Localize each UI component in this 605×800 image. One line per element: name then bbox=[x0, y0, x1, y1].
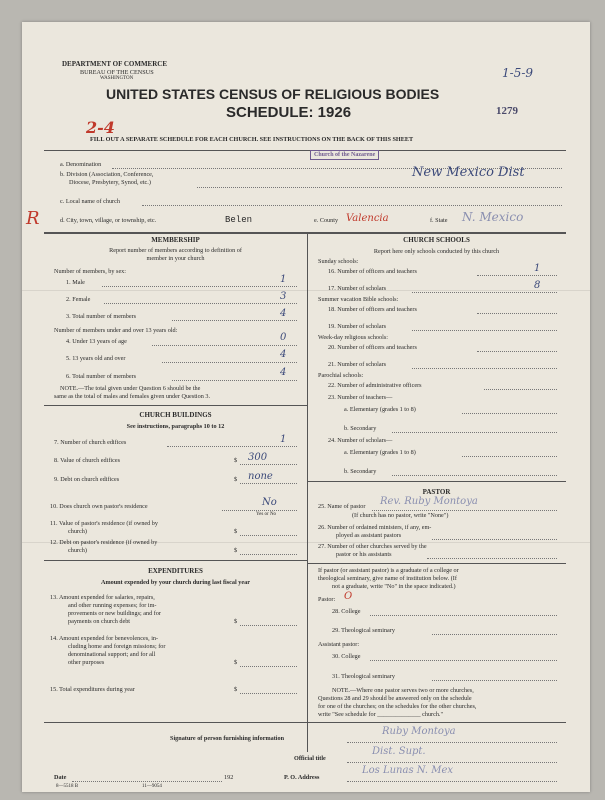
summer-label: Summer vacation Bible schools: bbox=[318, 296, 399, 303]
department-label: DEPARTMENT OF COMMERCE bbox=[62, 60, 168, 68]
sunday-label: Sunday schools: bbox=[318, 258, 359, 265]
local-name-label: c. Local name of church bbox=[60, 198, 120, 205]
q3-value: 4 bbox=[280, 308, 287, 319]
q10-label: 10. Does church own pastor's residence bbox=[50, 503, 148, 510]
q25-value: Rev. Ruby Montoya bbox=[380, 496, 478, 507]
graduate-note-1: If pastor (or assistant pastor) is a graduate of a college or bbox=[318, 567, 459, 574]
red-r-mark: R bbox=[26, 208, 40, 229]
division-value: New Mexico Dist bbox=[412, 165, 525, 180]
schedule-form: DEPARTMENT OF COMMERCE BUREAU OF THE CENSUS WASHINGTON UNITED STATES CENSUS OF RELIGIOUS BODIES SCHEDULE: 1926 1-5-9 1279 2-4 FILL OUT A SEPARATE SCHEDULE FOR EACH CHURCH. SEE INSTRUCTIONS ON THE BACK OF THIS SHEET Church of the Nazarene a. Denomination b. Division (Association, Conference, Diocese, Presbytery, Synod, etc.) New Mexico Dist c. Local name of church d. City, town, village, or township, etc. Belen e. County Valencia f. State N. Mexico R MEMBERSHIP Report number of members according to definition of member in your church Number of members, by sex: 1. Male 1 2. Female 3 3. Total number of members 4 Number of members under and over 13 years old: 4. Under 13 years of age 0 5. 13 years old and over 4 6. Total number of members 4 NOTE.—The total given under Question 6 should be the same as the total of males and females given under Question 3. CHURCH BUILDINGS See instructions, paragraphs 10 to 12 7. Number of church edifices 1 8. Value of church edifices $ 300 9. Debt on church edifices $ none 10. Does church own pastor's residence No Yes or No 11. Value of pastor's residence (if owned by church) $ 12. Debt on pastor's residence (if owned by church) $ EXPENDITURES Amount expended by your church during last fiscal year 13. Amount expended for salaries, repairs, and other running expenses; for im- provements or new buildings; and for payments on church debt $ 14. Amount expended for benevolences, in- cluding home and foreign missions; for denominational support; and for all other purposes $ 15. Total expenditures during year $ CHURCH SCHOOLS Report here only schools conducted by this church Sunday schools: 16. Number of officers and teachers 1 17. Number of scholars 8 Summer vacation Bible schools: 18. Number of officers and teachers 19. Number of scholars Week-day religious schools: 20. Number of officers and teachers 21. Number of scholars Parochial schools: 22. Number of administrative officers 23. Number of teachers— a. Elementary (grades 1 to 8) b. Secondary 24. Number of scholars— a. Elementary (grades 1 to 8) b. Secondary PASTOR 25. Name of pastor Rev. Ruby Montoya (If church has no pastor, write "None") 26. Number of ordained ministers, if any, em- ployed as assistant pastors 27. Number of other churches served by the pastor or his assistants If pastor (or assistant pastor) is a graduate of a college or theological seminary, give name of institution below. (If not a graduate, write "No" in the space indicated.) Pastor: O 28. College 29. Theological seminary Assistant pastor: 30. College 31. Theological seminary NOTE.—Where one pastor serves two or more churches, Questions 28 and 29 should be answered only on the schedule for one of the churches; on the schedules for the other churches, write "See schedule for ______________ church." Signature of person furnishing information Ruby Montoya Official title Dist. Supt. Date 192 P. O. Address Los Lunas N. Mex 8—5518 B 11—9054 bbox=[22, 22, 590, 792]
q1-label: 1. Male bbox=[66, 279, 85, 286]
official-title-label: Official title bbox=[294, 755, 326, 762]
q19-label: 19. Number of scholars bbox=[328, 323, 387, 330]
graduate-note-3: not a graduate, write "No" in the space indicated.) bbox=[332, 583, 456, 590]
q4-label: 4. Under 13 years of age bbox=[66, 338, 127, 345]
q14-line-2: cluding home and foreign missions; for bbox=[68, 643, 166, 650]
q16-value: 1 bbox=[534, 263, 541, 274]
graduate-note-2: theological seminary, give name of institution below. (If bbox=[318, 575, 457, 582]
q14-line-3: denominational support; and for all bbox=[68, 651, 156, 658]
red-mark: 2-4 bbox=[86, 118, 115, 137]
membership-note-1: NOTE.—The total given under Question 6 should be the bbox=[60, 385, 201, 392]
yes-no-hint: Yes or No bbox=[256, 512, 277, 517]
q5-label: 5. 13 years old and over bbox=[66, 355, 126, 362]
pastor-note-3: for one of the churches; on the schedules for the other churches, bbox=[318, 703, 477, 710]
q25-hint: (If church has no pastor, write "None") bbox=[352, 512, 449, 519]
expenditures-subtitle: Amount expended by your church during last fiscal year bbox=[101, 579, 250, 586]
division-label-2: Diocese, Presbytery, Synod, etc.) bbox=[69, 179, 151, 186]
date-label: Date bbox=[54, 774, 67, 781]
po-address-value: Los Lunas N. Mex bbox=[362, 765, 454, 776]
year-label: 192 bbox=[224, 774, 234, 781]
q7-label: 7. Number of church edifices bbox=[54, 439, 127, 446]
q21-label: 21. Number of scholars bbox=[328, 361, 387, 368]
schedule-title: SCHEDULE: 1926 bbox=[226, 104, 352, 121]
q30-label: 30. College bbox=[332, 653, 361, 660]
q15-label: 15. Total expenditures during year bbox=[50, 686, 135, 693]
q18-label: 18. Number of officers and teachers bbox=[328, 306, 417, 313]
q31-label: 31. Theological seminary bbox=[332, 673, 395, 680]
q6-label: 6. Total number of members bbox=[66, 373, 137, 380]
signature-value: Ruby Montoya bbox=[382, 726, 456, 737]
q25-label: 25. Name of pastor bbox=[318, 503, 366, 510]
instruction-line: FILL OUT A SEPARATE SCHEDULE FOR EACH CHURCH. SEE INSTRUCTIONS ON THE BACK OF THIS SHEET bbox=[90, 136, 414, 143]
expenditures-title: EXPENDITURES bbox=[148, 567, 203, 575]
q28-label: 28. College bbox=[332, 608, 361, 615]
pastor-note-2: Questions 28 and 29 should be answered only on the schedule bbox=[318, 695, 472, 702]
membership-subtitle-2: member in your church bbox=[146, 255, 205, 262]
q14-line-4: other purposes bbox=[68, 659, 105, 666]
denomination-label: a. Denomination bbox=[60, 161, 102, 168]
q12-label-2: church) bbox=[68, 547, 87, 554]
buildings-title: CHURCH BUILDINGS bbox=[139, 411, 212, 419]
city-field-label: d. City, town, village, or township, etc. bbox=[60, 217, 157, 224]
pastor-subheading: Pastor: bbox=[318, 596, 336, 603]
by-sex-label: Number of members, by sex: bbox=[54, 268, 126, 275]
q8-label: 8. Value of church edifices bbox=[54, 457, 121, 464]
q24a-label: a. Elementary (grades 1 to 8) bbox=[344, 449, 416, 456]
q2-value: 3 bbox=[280, 291, 287, 302]
schedule-number: 1279 bbox=[496, 105, 518, 117]
pastor-grad-mark: O bbox=[344, 591, 353, 602]
buildings-subtitle: See instructions, paragraphs 10 to 12 bbox=[126, 423, 225, 430]
q27-line-1: 27. Number of other churches served by the bbox=[318, 543, 427, 550]
q22-label: 22. Number of administrative officers bbox=[328, 382, 422, 389]
division-label: b. Division (Association, Conference, bbox=[60, 171, 154, 178]
q7-value: 1 bbox=[280, 434, 287, 445]
membership-title: MEMBERSHIP bbox=[151, 236, 200, 244]
q10-value: No bbox=[262, 497, 277, 508]
q1-value: 1 bbox=[280, 274, 287, 285]
q24-label: 24. Number of scholars— bbox=[328, 437, 393, 444]
city-label: WASHINGTON bbox=[100, 76, 134, 81]
official-title-value: Dist. Supt. bbox=[372, 746, 426, 757]
city-value: Belen bbox=[225, 215, 253, 225]
q23b-label: b. Secondary bbox=[344, 425, 377, 432]
q16-label: 16. Number of officers and teachers bbox=[328, 268, 417, 275]
q11-label-2: church) bbox=[68, 528, 87, 535]
state-label: f. State bbox=[430, 217, 448, 224]
q29-label: 29. Theological seminary bbox=[332, 627, 395, 634]
q3-label: 3. Total number of members bbox=[66, 313, 137, 320]
q20-label: 20. Number of officers and teachers bbox=[328, 344, 417, 351]
q14-line-1: 14. Amount expended for benevolences, in- bbox=[50, 635, 159, 642]
schools-title: CHURCH SCHOOLS bbox=[403, 236, 470, 244]
q26-line-1: 26. Number of ordained ministers, if any, em- bbox=[318, 524, 432, 531]
q13-line-1: 13. Amount expended for salaries, repairs, bbox=[50, 594, 155, 601]
form-number: 8—5518 B bbox=[56, 784, 79, 789]
q13-line-4: payments on church debt bbox=[68, 618, 131, 625]
denomination-stamp: Church of the Nazarene bbox=[310, 150, 379, 160]
q13-line-2: and other running expenses; for im- bbox=[68, 602, 157, 609]
q26-line-2: ployed as assistant pastors bbox=[336, 532, 402, 539]
membership-subtitle-1: Report number of members according to definition of bbox=[109, 247, 242, 254]
state-value: N. Mexico bbox=[462, 210, 524, 224]
handwritten-date: 1-5-9 bbox=[502, 66, 534, 80]
po-address-label: P. O. Address bbox=[284, 774, 320, 781]
bureau-label: BUREAU OF THE CENSUS bbox=[80, 69, 154, 76]
under-over-label: Number of members under and over 13 years old: bbox=[54, 327, 178, 334]
signature-label: Signature of person furnishing information bbox=[170, 735, 285, 742]
q27-line-2: pastor or his assistants bbox=[336, 551, 392, 558]
q17-label: 17. Number of scholars bbox=[328, 285, 387, 292]
membership-note-2: same as the total of males and females given under Question 3. bbox=[54, 393, 211, 400]
schools-subtitle: Report here only schools conducted by this church bbox=[373, 248, 500, 255]
q23-label: 23. Number of teachers— bbox=[328, 394, 393, 401]
q5-value: 4 bbox=[280, 349, 287, 360]
q4-value: 0 bbox=[280, 332, 287, 343]
q17-value: 8 bbox=[534, 280, 541, 291]
q8-value: 300 bbox=[248, 452, 268, 463]
assistant-subheading: Assistant pastor: bbox=[318, 641, 360, 648]
county-value: Valencia bbox=[346, 213, 389, 224]
q12-label: 12. Debt on pastor's residence (if owned by bbox=[50, 539, 158, 546]
q2-label: 2. Female bbox=[66, 296, 91, 303]
q6-value: 4 bbox=[280, 367, 287, 378]
print-number: 11—9054 bbox=[142, 784, 162, 789]
form-title: UNITED STATES CENSUS OF RELIGIOUS BODIES bbox=[106, 86, 440, 102]
q24b-label: b. Secondary bbox=[344, 468, 377, 475]
q11-label: 11. Value of pastor's residence (if owned by bbox=[50, 520, 158, 527]
q9-label: 9. Debt on church edifices bbox=[54, 476, 120, 483]
pastor-title: PASTOR bbox=[422, 488, 451, 496]
weekday-label: Week-day religious schools: bbox=[318, 334, 388, 341]
county-label: e. County bbox=[314, 217, 339, 224]
pastor-note-4: write "See schedule for ______________ church." bbox=[318, 711, 443, 718]
q13-line-3: provements or new buildings; and for bbox=[68, 610, 161, 617]
parochial-label: Parochial schools: bbox=[318, 372, 364, 379]
pastor-note-1: NOTE.—Where one pastor serves two or more churches, bbox=[332, 687, 474, 694]
q9-value: none bbox=[248, 471, 273, 482]
q23a-label: a. Elementary (grades 1 to 8) bbox=[344, 406, 416, 413]
